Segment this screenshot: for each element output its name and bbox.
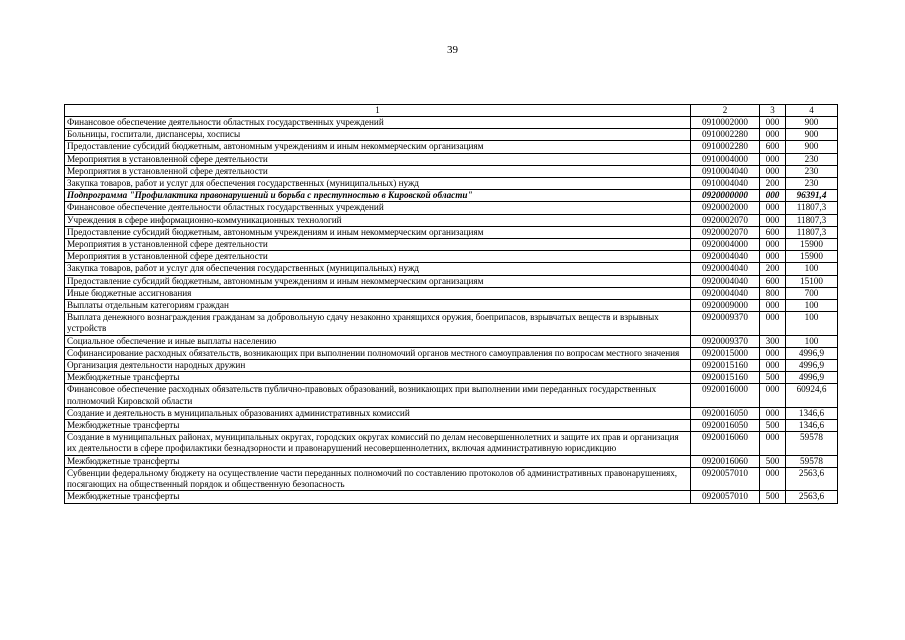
row-amount: 230 [786, 153, 838, 165]
row-amount: 60924,6 [786, 384, 838, 407]
row-code: 0920002000 [691, 202, 760, 214]
row-type: 500 [760, 491, 786, 503]
row-code: 0910002280 [691, 141, 760, 153]
row-type: 000 [760, 407, 786, 419]
row-code: 0920057010 [691, 467, 760, 490]
row-name: Финансовое обеспечение деятельности областных государственных учреждений [65, 202, 691, 214]
row-amount: 1346,6 [786, 420, 838, 432]
row-type: 000 [760, 165, 786, 177]
row-code: 0920016060 [691, 455, 760, 467]
row-amount: 59578 [786, 432, 838, 455]
row-name: Предоставление субсидий бюджетным, автономным учреждениям и иным некоммерческим организациям [65, 141, 691, 153]
row-type: 000 [760, 202, 786, 214]
row-name: Софинансирование расходных обязательств, возникающих при выполнении полномочий органов местного самоуправления по вопросам местного значения [65, 347, 691, 359]
row-amount: 4996,9 [786, 347, 838, 359]
row-code: 0910004000 [691, 153, 760, 165]
row-code: 0920004040 [691, 275, 760, 287]
row-type: 000 [760, 251, 786, 263]
row-name: Финансовое обеспечение расходных обязательств публично-правовых образований, возникающих при выполнении ими переданных государственных полномочий Кировской области [65, 384, 691, 407]
row-code: 0920004000 [691, 239, 760, 251]
row-name: Предоставление субсидий бюджетным, автономным учреждениям и иным некоммерческим организациям [65, 226, 691, 238]
table-row [65, 312, 838, 335]
row-amount: 1346,6 [786, 407, 838, 419]
row-name: Мероприятия в установленной сфере деятельности [65, 165, 691, 177]
table-row [65, 360, 838, 372]
row-name: Иные бюджетные ассигнования [65, 287, 691, 299]
row-amount: 700 [786, 287, 838, 299]
row-code: 0920000000 [691, 190, 760, 202]
row-code: 0920015000 [691, 347, 760, 359]
row-code: 0920057010 [691, 491, 760, 503]
row-name: Мероприятия в установленной сфере деятельности [65, 239, 691, 251]
row-type: 500 [760, 372, 786, 384]
table-row [65, 372, 838, 384]
table-row [65, 491, 838, 503]
row-type: 000 [760, 432, 786, 455]
row-amount: 59578 [786, 455, 838, 467]
row-amount: 230 [786, 178, 838, 190]
budget-table [64, 104, 838, 504]
table-row [65, 214, 838, 226]
row-name: Межбюджетные трансферты [65, 491, 691, 503]
row-amount: 2563,6 [786, 491, 838, 503]
row-name: Учреждения в сфере информационно-коммуникационных технологий [65, 214, 691, 226]
row-code: 0920015160 [691, 360, 760, 372]
table-row [65, 263, 838, 275]
row-code: 0920009370 [691, 335, 760, 347]
row-type: 500 [760, 420, 786, 432]
row-name: Межбюджетные трансферты [65, 420, 691, 432]
row-code: 0920004040 [691, 251, 760, 263]
table-row [65, 239, 838, 251]
row-amount: 15900 [786, 251, 838, 263]
header-col-3: 3 [760, 105, 786, 117]
row-name: Мероприятия в установленной сфере деятельности [65, 153, 691, 165]
row-type: 000 [760, 360, 786, 372]
row-amount: 15100 [786, 275, 838, 287]
row-type: 500 [760, 455, 786, 467]
row-type: 000 [760, 467, 786, 490]
table-row [65, 190, 838, 202]
row-code: 0920016060 [691, 432, 760, 455]
table-row [65, 117, 838, 129]
header-col-2: 2 [691, 105, 760, 117]
row-name: Финансовое обеспечение деятельности областных государственных учреждений [65, 117, 691, 129]
row-type: 000 [760, 153, 786, 165]
row-type: 000 [760, 347, 786, 359]
row-type: 000 [760, 117, 786, 129]
row-name: Выплата денежного вознаграждения гражданам за добровольную сдачу незаконно хранящихся оружия, боеприпасов, взрывчатых веществ и взрывных устройств [65, 312, 691, 335]
row-amount: 900 [786, 141, 838, 153]
row-code: 0920016050 [691, 420, 760, 432]
row-amount: 100 [786, 263, 838, 275]
row-code: 0920016050 [691, 407, 760, 419]
header-col-4: 4 [786, 105, 838, 117]
table-row [65, 287, 838, 299]
table-row [65, 165, 838, 177]
row-code: 0920016000 [691, 384, 760, 407]
row-name: Предоставление субсидий бюджетным, автономным учреждениям и иным некоммерческим организациям [65, 275, 691, 287]
table-row [65, 407, 838, 419]
header-col-1: 1 [65, 105, 691, 117]
table-row [65, 275, 838, 287]
row-type: 200 [760, 263, 786, 275]
row-amount: 15900 [786, 239, 838, 251]
row-amount: 11807,3 [786, 226, 838, 238]
table-row [65, 335, 838, 347]
row-type: 000 [760, 129, 786, 141]
row-code: 0910004040 [691, 178, 760, 190]
row-type: 200 [760, 178, 786, 190]
table-row [65, 226, 838, 238]
table-row [65, 300, 838, 312]
table-row [65, 455, 838, 467]
row-name: Закупка товаров, работ и услуг для обеспечения государственных (муниципальных) нужд [65, 263, 691, 275]
table-row [65, 141, 838, 153]
row-code: 0920002070 [691, 226, 760, 238]
row-type: 800 [760, 287, 786, 299]
row-name: Социальное обеспечение и иные выплаты населению [65, 335, 691, 347]
table-row [65, 432, 838, 455]
row-code: 0920009000 [691, 300, 760, 312]
row-type: 000 [760, 312, 786, 335]
row-amount: 900 [786, 117, 838, 129]
row-code: 0920015160 [691, 372, 760, 384]
row-code: 0920009370 [691, 312, 760, 335]
row-name: Создание и деятельность в муниципальных образованиях административных комиссий [65, 407, 691, 419]
row-amount: 900 [786, 129, 838, 141]
row-code: 0920004040 [691, 263, 760, 275]
row-amount: 100 [786, 300, 838, 312]
row-name: Закупка товаров, работ и услуг для обеспечения государственных (муниципальных) нужд [65, 178, 691, 190]
row-type: 000 [760, 190, 786, 202]
row-name: Организация деятельности народных дружин [65, 360, 691, 372]
row-type: 000 [760, 300, 786, 312]
table-row [65, 178, 838, 190]
row-code: 0920004040 [691, 287, 760, 299]
table-row [65, 467, 838, 490]
table-body [65, 117, 838, 504]
row-amount: 96391,4 [786, 190, 838, 202]
table-row [65, 384, 838, 407]
page-number: 39 [447, 44, 458, 56]
table-row [65, 251, 838, 263]
table-row [65, 153, 838, 165]
table-header-row [65, 105, 838, 117]
row-code: 0920002070 [691, 214, 760, 226]
row-amount: 11807,3 [786, 202, 838, 214]
row-type: 600 [760, 275, 786, 287]
table-row [65, 347, 838, 359]
row-type: 000 [760, 384, 786, 407]
table-row [65, 202, 838, 214]
row-name: Межбюджетные трансферты [65, 372, 691, 384]
row-name: Межбюджетные трансферты [65, 455, 691, 467]
row-amount: 4996,9 [786, 372, 838, 384]
row-type: 000 [760, 239, 786, 251]
row-code: 0910004040 [691, 165, 760, 177]
table-row [65, 129, 838, 141]
row-name: Подпрограмма "Профилактика правонарушений и борьба с преступностью в Кировской области" [65, 190, 691, 202]
row-amount: 100 [786, 335, 838, 347]
row-type: 000 [760, 214, 786, 226]
row-amount: 4996,9 [786, 360, 838, 372]
row-name: Создание в муниципальных районах, муниципальных округах, городских округах комиссий по делам несовершеннолетних и защите их прав и организация их деятельности в сфере профилактики безнадзорности и правонарушений несовершеннолетних, включая административную юрисдикцию [65, 432, 691, 455]
row-code: 0910002000 [691, 117, 760, 129]
row-type: 300 [760, 335, 786, 347]
row-amount: 2563,6 [786, 467, 838, 490]
row-code: 0910002280 [691, 129, 760, 141]
table-row [65, 420, 838, 432]
row-name: Больницы, госпитали, диспансеры, хосписы [65, 129, 691, 141]
row-type: 600 [760, 226, 786, 238]
row-name: Выплаты отдельным категориям граждан [65, 300, 691, 312]
row-amount: 11807,3 [786, 214, 838, 226]
row-amount: 100 [786, 312, 838, 335]
row-name: Субвенции федеральному бюджету на осуществление части переданных полномочий по составлению протоколов об административных правонарушениях, посягающих на общественный порядок и общественную безопасность [65, 467, 691, 490]
row-type: 600 [760, 141, 786, 153]
row-amount: 230 [786, 165, 838, 177]
row-name: Мероприятия в установленной сфере деятельности [65, 251, 691, 263]
